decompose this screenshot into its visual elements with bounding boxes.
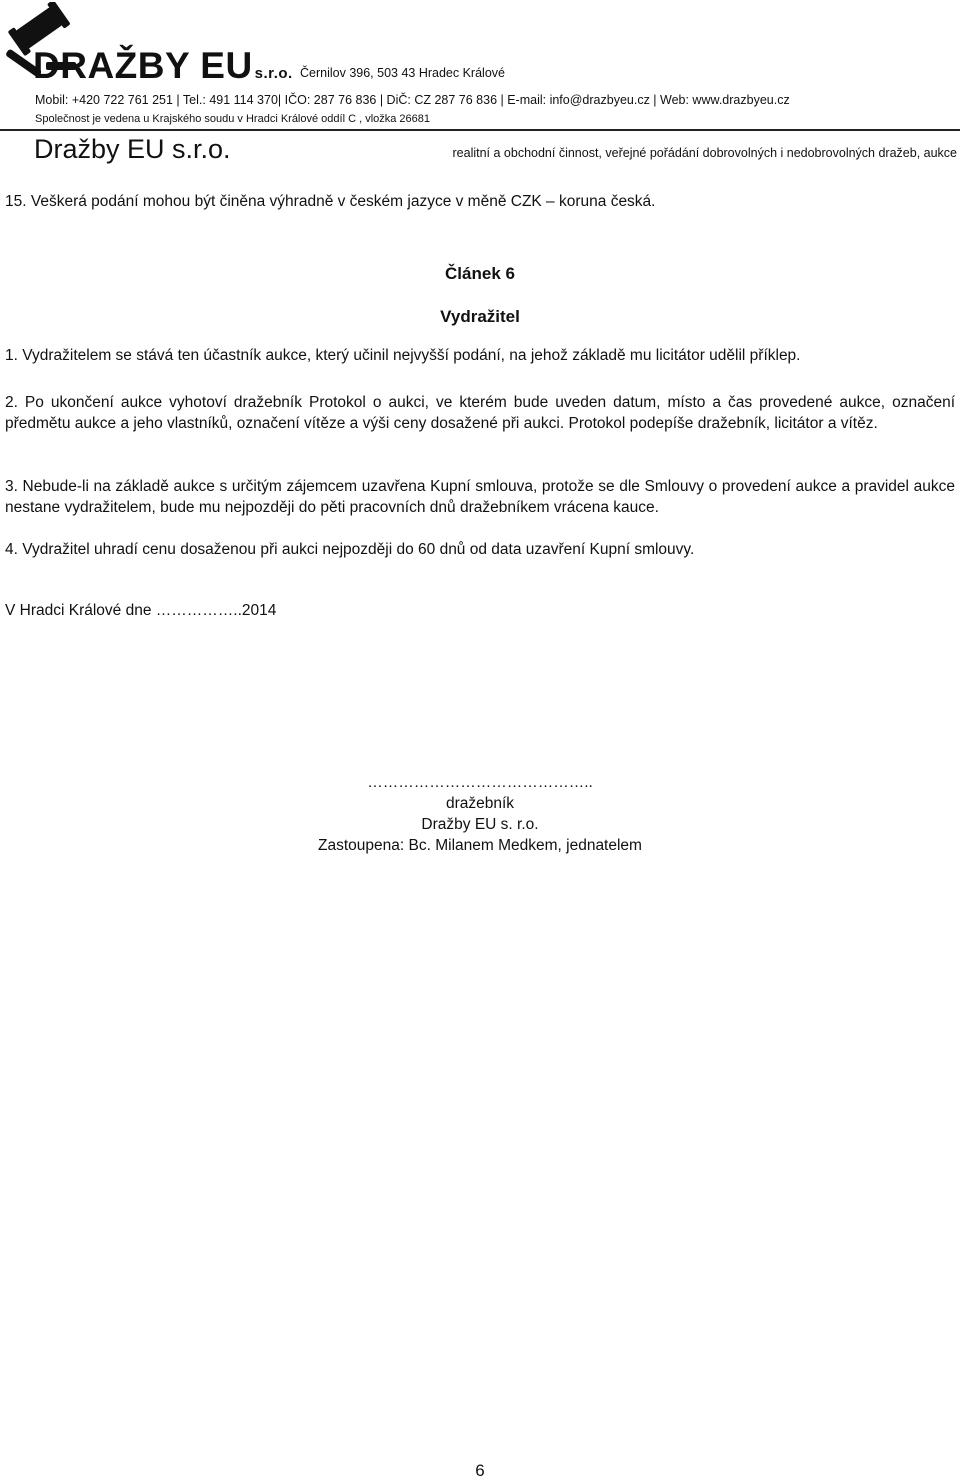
registry-line: Společnost je vedena u Krajského soudu v Hradci Králové oddíl C , vložka 26681 xyxy=(35,113,431,125)
brand-suffix: s.r.o. xyxy=(254,65,293,82)
brand-name xyxy=(33,46,293,94)
signature-role: dražebník xyxy=(445,795,515,812)
paragraph-item-15: 15. Veškerá podání mohou být činěna výhradně v českém jazyce v měně CZK – koruna česká. xyxy=(5,193,656,210)
brand-name-text: DRAŽBY EU xyxy=(33,45,253,86)
contact-line: Mobil: +420 722 761 251 | Tel.: 491 114 370| IČO: 287 76 836 | DiČ: CZ 287 76 836 | E-mail: info@drazbyeu.cz | Web: www.drazbyeu.cz xyxy=(35,93,790,107)
signature-representative: Zastoupena: Bc. Milanem Medkem, jednatelem xyxy=(318,837,642,854)
page-number: 6 xyxy=(475,1461,485,1480)
header-divider xyxy=(0,129,960,131)
signature-dots: …………………………………….. xyxy=(367,774,593,791)
paragraph-item-2: 2. Po ukončení aukce vyhotoví dražebník Protokol o aukci, ve kterém bude uveden datum, místo a čas provedené aukce, označení předmětu aukce a jeho vlastníků, označení vítěze a výši ceny dosažené při aukci. Protokol podepíše dražebník, licitátor a vítěz. xyxy=(5,394,955,432)
company-name: Dražby EU s.r.o. xyxy=(34,134,231,164)
signature-block xyxy=(0,772,960,856)
article-subtitle: Vydražitel xyxy=(440,307,520,326)
paragraph-item-1: 1. Vydražitelem se stává ten účastník aukce, který učinil nejvyšší podání, na jehož základě mu licitátor udělil příklep. xyxy=(5,347,801,364)
company-address: Černilov 396, 503 43 Hradec Králové xyxy=(300,66,505,80)
article-title: Článek 6 xyxy=(445,264,515,283)
place-and-date: V Hradci Králové dne ……………..2014 xyxy=(5,602,277,619)
company-activity: realitní a obchodní činnost, veřejné pořádání dobrovolných i nedobrovolných dražeb, aukce xyxy=(452,146,957,160)
paragraph-item-4: 4. Vydražitel uhradí cenu dosaženou při aukci nejpozději do 60 dnů od data uzavření Kupní smlouvy. xyxy=(5,541,695,558)
signature-company: Dražby EU s. r.o. xyxy=(421,816,539,833)
paragraph-item-3: 3. Nebude-li na základě aukce s určitým zájemcem uzavřena Kupní smlouva, protože se dle Smlouvy o provedení aukce a pravidel aukce nestane vydražitelem, bude mu nejpozději do pěti pracovních dnů dražebníkem vrácena kauce. xyxy=(5,478,955,516)
